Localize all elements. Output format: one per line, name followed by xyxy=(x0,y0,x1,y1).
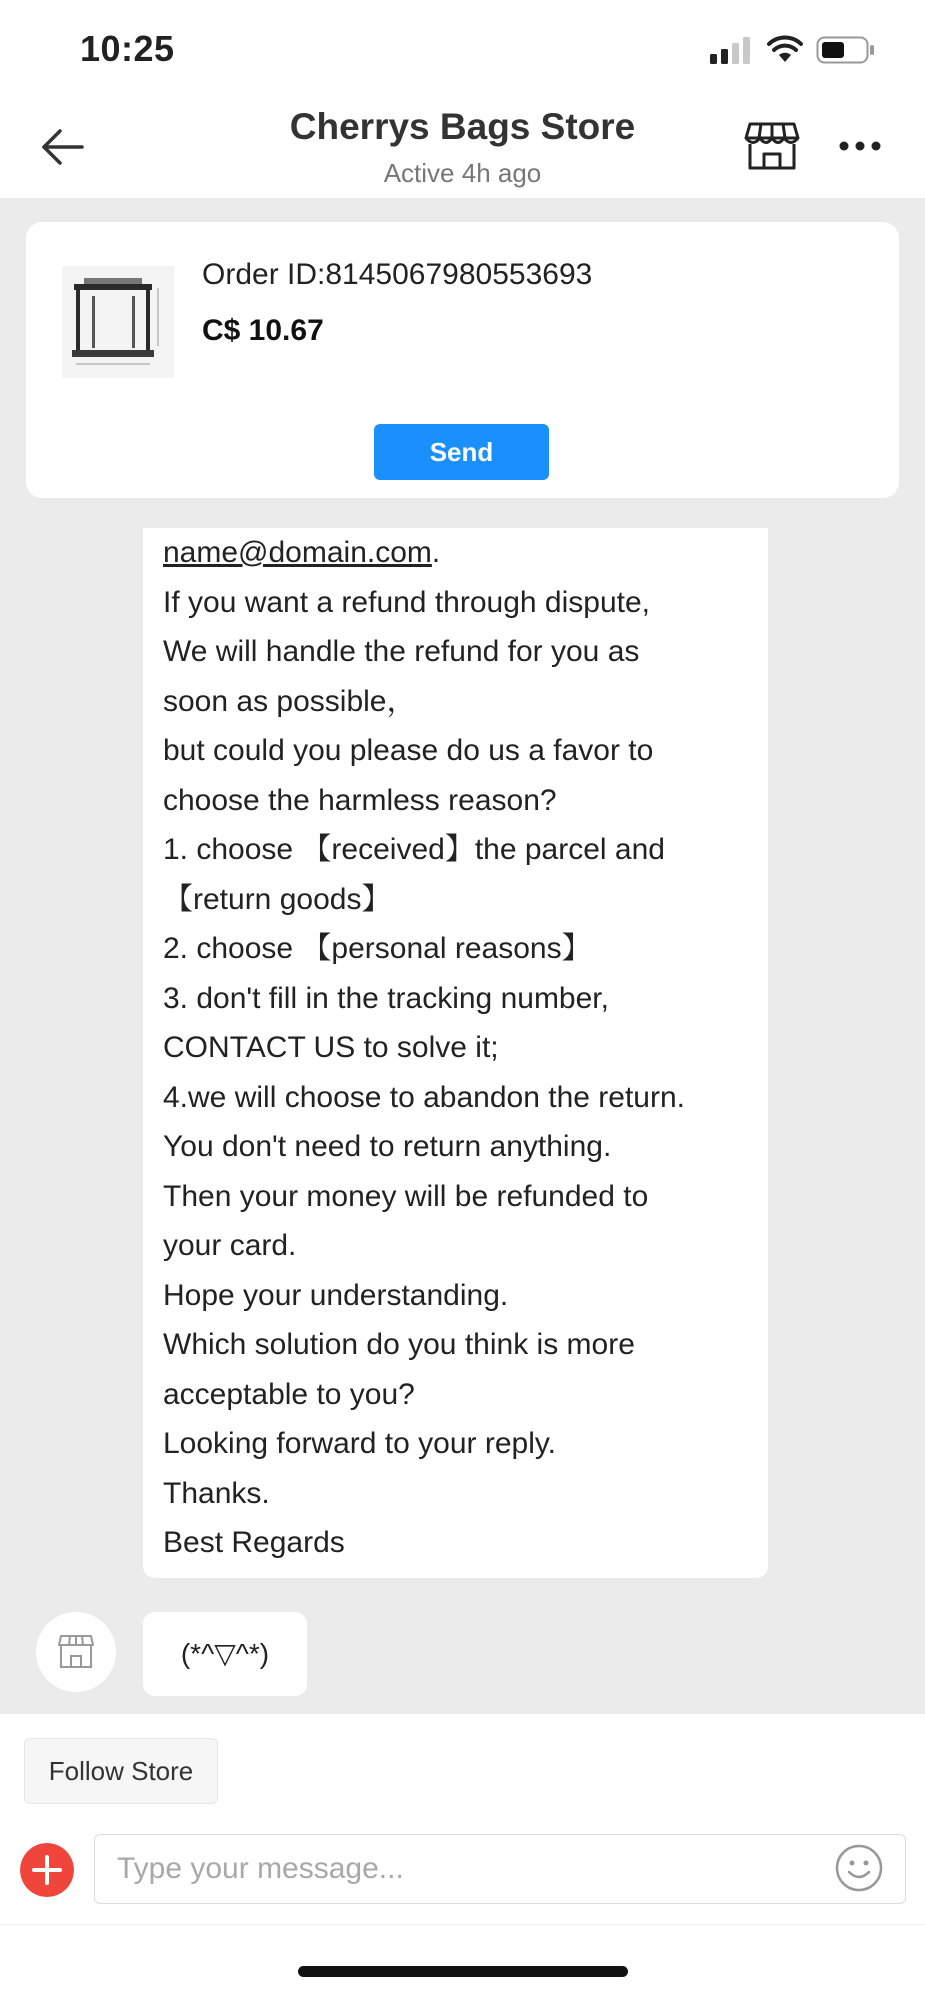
message-line: 3. don't fill in the tracking number, xyxy=(163,981,609,1015)
order-id: Order ID:8145067980553693 xyxy=(202,258,593,291)
emoticon-message: (*^▽^*) xyxy=(143,1612,307,1696)
order-card xyxy=(26,222,899,498)
bottom-divider xyxy=(0,1924,925,1925)
message-line: If you want a refund through dispute, xyxy=(163,585,650,619)
plus-icon[interactable] xyxy=(20,1843,74,1897)
store-icon[interactable] xyxy=(744,120,800,172)
message-line: You don't need to return anything. xyxy=(163,1130,612,1163)
message-line: Which solution do you think is more xyxy=(163,1328,635,1361)
message-line: acceptable to you? xyxy=(163,1377,415,1411)
message-line: Best Regards xyxy=(163,1526,345,1559)
order-price: C$ 10.67 xyxy=(202,314,324,347)
chat-header xyxy=(0,100,925,198)
status-bar xyxy=(0,0,925,100)
message-bubble xyxy=(143,528,768,1578)
message-line: 1. choose 【received】the parcel and xyxy=(163,833,665,866)
message-line: Hope your understanding. xyxy=(163,1278,509,1312)
send-order-button[interactable]: Send xyxy=(374,424,549,480)
active-status: Active 4h ago xyxy=(383,158,542,188)
message-line: Thanks. xyxy=(163,1476,270,1510)
message-line: 2. choose 【personal reasons】 xyxy=(163,932,592,965)
message-line[interactable]: name@domain.com. xyxy=(163,536,441,569)
smiley-icon[interactable] xyxy=(834,1843,884,1893)
message-line: but could you please do us a favor to xyxy=(163,734,654,767)
email-link[interactable]: name@domain.com xyxy=(163,536,432,569)
message-line: Then your money will be refunded to xyxy=(163,1179,649,1213)
message-line: 【return goods】 xyxy=(163,882,392,916)
home-indicator xyxy=(298,1966,628,1977)
follow-store-button[interactable]: Follow Store xyxy=(24,1738,218,1804)
message-input[interactable] xyxy=(94,1834,906,1904)
store-avatar[interactable] xyxy=(36,1612,116,1692)
message-line: We will handle the refund for you as xyxy=(163,635,640,668)
status-time: 10:25 xyxy=(80,28,175,69)
store-name-title: Cherrys Bags Store xyxy=(289,106,636,147)
cellular-signal-icon xyxy=(710,36,754,64)
message-line: your card. xyxy=(163,1229,297,1262)
battery-icon xyxy=(816,36,876,64)
product-thumbnail[interactable] xyxy=(62,266,174,378)
chat-area[interactable] xyxy=(0,198,925,1714)
message-line: 4.we will choose to abandon the return. xyxy=(163,1080,685,1114)
store-avatar-icon xyxy=(56,1632,96,1672)
more-dots-icon[interactable] xyxy=(836,128,884,164)
message-line: Looking forward to your reply. xyxy=(163,1427,556,1460)
wifi-icon xyxy=(766,34,804,64)
message-line: choose the harmless reason? xyxy=(163,783,557,817)
message-line: CONTACT US to solve it; xyxy=(163,1031,499,1064)
message-line: soon as possible， xyxy=(163,684,417,718)
